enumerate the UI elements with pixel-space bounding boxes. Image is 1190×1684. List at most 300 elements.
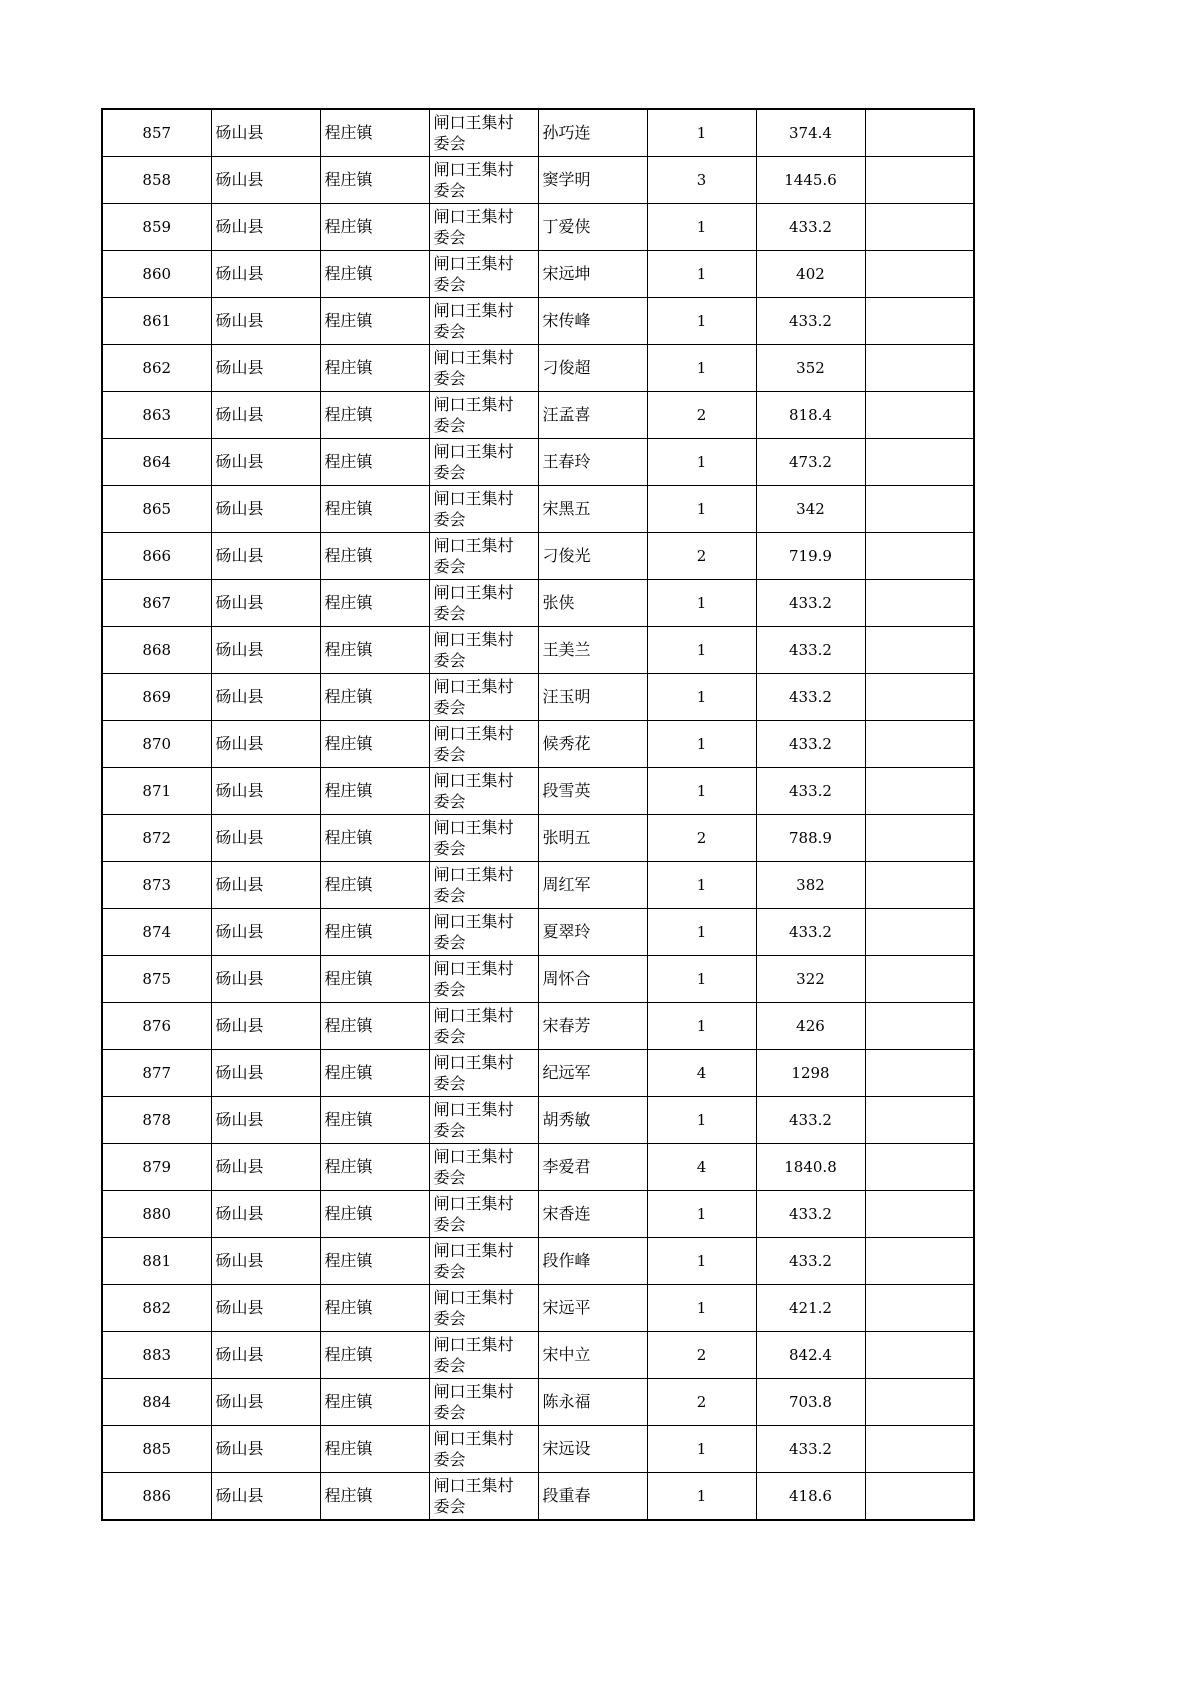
cell-village-committee [429, 768, 538, 815]
cell-county: 砀山县 [211, 1379, 320, 1426]
cell-village-committee [429, 1097, 538, 1144]
cell-serial-number: 883 [102, 1332, 211, 1379]
cell-county: 砀山县 [211, 109, 320, 157]
cell-remark [865, 204, 974, 251]
cell-village-committee [429, 627, 538, 674]
cell-county: 砀山县 [211, 157, 320, 204]
cell-amount: 719.9 [756, 533, 865, 580]
cell-county: 砀山县 [211, 1426, 320, 1473]
cell-town: 程庄镇 [320, 580, 429, 627]
cell-household-count: 1 [647, 909, 756, 956]
cell-remark [865, 1050, 974, 1097]
cell-village-committee [429, 815, 538, 862]
cell-amount: 421.2 [756, 1285, 865, 1332]
cell-remark [865, 815, 974, 862]
cell-household-count: 1 [647, 1238, 756, 1285]
table-row [102, 1426, 974, 1473]
cell-person-name: 段雪英 [538, 768, 647, 815]
cell-village-committee [429, 157, 538, 204]
cell-town: 程庄镇 [320, 1050, 429, 1097]
cell-remark [865, 721, 974, 768]
cell-town: 程庄镇 [320, 204, 429, 251]
table-row [102, 1191, 974, 1238]
cell-amount: 433.2 [756, 674, 865, 721]
cell-amount: 322 [756, 956, 865, 1003]
cell-remark [865, 298, 974, 345]
table-row [102, 674, 974, 721]
cell-remark [865, 1285, 974, 1332]
cell-serial-number: 862 [102, 345, 211, 392]
cell-serial-number: 874 [102, 909, 211, 956]
table-row [102, 909, 974, 956]
village-line-1: 闸口王集村 [433, 395, 514, 414]
cell-household-count: 1 [647, 768, 756, 815]
cell-county: 砀山县 [211, 345, 320, 392]
village-line-1: 闸口王集村 [433, 348, 514, 367]
cell-serial-number: 875 [102, 956, 211, 1003]
cell-county: 砀山县 [211, 1003, 320, 1050]
cell-town: 程庄镇 [320, 1003, 429, 1050]
table-row [102, 533, 974, 580]
village-line-1: 闸口王集村 [433, 1288, 514, 1307]
cell-household-count: 2 [647, 392, 756, 439]
cell-town: 程庄镇 [320, 1285, 429, 1332]
cell-county: 砀山县 [211, 204, 320, 251]
cell-town: 程庄镇 [320, 1473, 429, 1521]
village-line-1: 闸口王集村 [433, 1053, 514, 1072]
cell-county: 砀山县 [211, 1191, 320, 1238]
cell-amount: 433.2 [756, 721, 865, 768]
cell-village-committee [429, 674, 538, 721]
cell-town: 程庄镇 [320, 768, 429, 815]
cell-amount: 1445.6 [756, 157, 865, 204]
cell-person-name: 胡秀敏 [538, 1097, 647, 1144]
cell-amount: 352 [756, 345, 865, 392]
cell-person-name: 张明五 [538, 815, 647, 862]
cell-county: 砀山县 [211, 768, 320, 815]
table-row [102, 251, 974, 298]
cell-household-count: 1 [647, 627, 756, 674]
cell-town: 程庄镇 [320, 392, 429, 439]
cell-person-name: 宋远坤 [538, 251, 647, 298]
cell-serial-number: 857 [102, 109, 211, 157]
village-line-2: 委会 [433, 1403, 466, 1422]
table-row [102, 157, 974, 204]
cell-serial-number: 886 [102, 1473, 211, 1521]
cell-county: 砀山县 [211, 486, 320, 533]
cell-person-name: 宋远平 [538, 1285, 647, 1332]
cell-serial-number: 873 [102, 862, 211, 909]
cell-amount: 402 [756, 251, 865, 298]
cell-village-committee [429, 1238, 538, 1285]
village-line-1: 闸口王集村 [433, 959, 514, 978]
village-line-1: 闸口王集村 [433, 489, 514, 508]
village-line-2: 委会 [433, 557, 466, 576]
cell-village-committee [429, 345, 538, 392]
cell-amount: 342 [756, 486, 865, 533]
cell-county: 砀山县 [211, 909, 320, 956]
cell-village-committee [429, 1285, 538, 1332]
cell-village-committee [429, 486, 538, 533]
table-row [102, 1050, 974, 1097]
cell-town: 程庄镇 [320, 1097, 429, 1144]
village-line-1: 闸口王集村 [433, 818, 514, 837]
cell-amount: 1840.8 [756, 1144, 865, 1191]
cell-household-count: 1 [647, 674, 756, 721]
village-line-2: 委会 [433, 322, 466, 341]
village-line-2: 委会 [433, 1074, 466, 1093]
cell-serial-number: 885 [102, 1426, 211, 1473]
cell-serial-number: 881 [102, 1238, 211, 1285]
cell-household-count: 1 [647, 439, 756, 486]
cell-remark [865, 1473, 974, 1521]
data-table [101, 108, 975, 1521]
cell-person-name: 汪玉明 [538, 674, 647, 721]
cell-village-committee [429, 956, 538, 1003]
cell-serial-number: 866 [102, 533, 211, 580]
cell-household-count: 2 [647, 1379, 756, 1426]
cell-county: 砀山县 [211, 956, 320, 1003]
cell-household-count: 1 [647, 1426, 756, 1473]
village-line-1: 闸口王集村 [433, 630, 514, 649]
table-row [102, 721, 974, 768]
village-line-2: 委会 [433, 510, 466, 529]
cell-person-name: 李爱君 [538, 1144, 647, 1191]
cell-village-committee [429, 533, 538, 580]
table-row [102, 1144, 974, 1191]
cell-village-committee [429, 1050, 538, 1097]
village-line-2: 委会 [433, 275, 466, 294]
village-line-2: 委会 [433, 228, 466, 247]
cell-person-name: 宋黑五 [538, 486, 647, 533]
cell-amount: 433.2 [756, 1097, 865, 1144]
village-line-1: 闸口王集村 [433, 583, 514, 602]
cell-person-name: 刁俊超 [538, 345, 647, 392]
village-line-1: 闸口王集村 [433, 1382, 514, 1401]
cell-serial-number: 860 [102, 251, 211, 298]
cell-county: 砀山县 [211, 721, 320, 768]
village-line-2: 委会 [433, 416, 466, 435]
cell-county: 砀山县 [211, 580, 320, 627]
cell-remark [865, 392, 974, 439]
table-row [102, 1238, 974, 1285]
village-line-1: 闸口王集村 [433, 1335, 514, 1354]
village-line-1: 闸口王集村 [433, 1429, 514, 1448]
cell-village-committee [429, 1191, 538, 1238]
cell-village-committee [429, 580, 538, 627]
village-line-1: 闸口王集村 [433, 677, 514, 696]
village-line-1: 闸口王集村 [433, 207, 514, 226]
cell-remark [865, 674, 974, 721]
village-line-2: 委会 [433, 1168, 466, 1187]
cell-person-name: 王春玲 [538, 439, 647, 486]
cell-town: 程庄镇 [320, 298, 429, 345]
cell-person-name: 宋远设 [538, 1426, 647, 1473]
cell-remark [865, 533, 974, 580]
cell-amount: 433.2 [756, 298, 865, 345]
cell-serial-number: 865 [102, 486, 211, 533]
cell-household-count: 1 [647, 1285, 756, 1332]
cell-village-committee [429, 862, 538, 909]
table-row [102, 1003, 974, 1050]
cell-county: 砀山县 [211, 1238, 320, 1285]
cell-remark [865, 439, 974, 486]
cell-town: 程庄镇 [320, 1426, 429, 1473]
cell-household-count: 1 [647, 721, 756, 768]
cell-household-count: 1 [647, 1473, 756, 1521]
cell-amount: 433.2 [756, 1191, 865, 1238]
cell-person-name: 刁俊光 [538, 533, 647, 580]
cell-remark [865, 1097, 974, 1144]
table-row [102, 627, 974, 674]
village-line-2: 委会 [433, 134, 466, 153]
cell-household-count: 1 [647, 251, 756, 298]
village-line-1: 闸口王集村 [433, 442, 514, 461]
cell-remark [865, 1238, 974, 1285]
village-line-1: 闸口王集村 [433, 912, 514, 931]
cell-person-name: 陈永福 [538, 1379, 647, 1426]
village-line-2: 委会 [433, 1309, 466, 1328]
cell-remark [865, 1191, 974, 1238]
village-line-1: 闸口王集村 [433, 771, 514, 790]
cell-amount: 433.2 [756, 627, 865, 674]
village-line-1: 闸口王集村 [433, 865, 514, 884]
village-line-2: 委会 [433, 1215, 466, 1234]
village-line-2: 委会 [433, 886, 466, 905]
cell-serial-number: 876 [102, 1003, 211, 1050]
cell-county: 砀山县 [211, 298, 320, 345]
cell-serial-number: 882 [102, 1285, 211, 1332]
cell-person-name: 段作峰 [538, 1238, 647, 1285]
cell-amount: 382 [756, 862, 865, 909]
cell-household-count: 1 [647, 345, 756, 392]
cell-county: 砀山县 [211, 439, 320, 486]
cell-remark [865, 580, 974, 627]
cell-household-count: 4 [647, 1050, 756, 1097]
table-row [102, 862, 974, 909]
cell-person-name: 窦学明 [538, 157, 647, 204]
cell-county: 砀山县 [211, 1473, 320, 1521]
cell-amount: 433.2 [756, 909, 865, 956]
village-line-2: 委会 [433, 1497, 466, 1516]
cell-town: 程庄镇 [320, 862, 429, 909]
cell-amount: 842.4 [756, 1332, 865, 1379]
cell-village-committee [429, 1473, 538, 1521]
cell-remark [865, 345, 974, 392]
cell-county: 砀山县 [211, 862, 320, 909]
table-row [102, 109, 974, 157]
cell-remark [865, 1379, 974, 1426]
cell-household-count: 1 [647, 956, 756, 1003]
table-row [102, 1473, 974, 1521]
cell-town: 程庄镇 [320, 674, 429, 721]
cell-amount: 703.8 [756, 1379, 865, 1426]
cell-household-count: 2 [647, 1332, 756, 1379]
village-line-1: 闸口王集村 [433, 536, 514, 555]
cell-remark [865, 1144, 974, 1191]
cell-serial-number: 878 [102, 1097, 211, 1144]
cell-person-name: 宋传峰 [538, 298, 647, 345]
table-row [102, 298, 974, 345]
cell-household-count: 1 [647, 486, 756, 533]
village-line-2: 委会 [433, 604, 466, 623]
cell-village-committee [429, 1426, 538, 1473]
cell-household-count: 1 [647, 862, 756, 909]
cell-village-committee [429, 251, 538, 298]
cell-amount: 433.2 [756, 768, 865, 815]
cell-serial-number: 859 [102, 204, 211, 251]
village-line-2: 委会 [433, 1450, 466, 1469]
cell-household-count: 1 [647, 204, 756, 251]
cell-town: 程庄镇 [320, 1144, 429, 1191]
cell-serial-number: 880 [102, 1191, 211, 1238]
table-row [102, 1285, 974, 1332]
cell-village-committee [429, 1379, 538, 1426]
cell-amount: 418.6 [756, 1473, 865, 1521]
village-line-2: 委会 [433, 369, 466, 388]
cell-town: 程庄镇 [320, 627, 429, 674]
cell-remark [865, 251, 974, 298]
cell-person-name: 宋中立 [538, 1332, 647, 1379]
cell-serial-number: 871 [102, 768, 211, 815]
cell-serial-number: 872 [102, 815, 211, 862]
table-row [102, 956, 974, 1003]
table-row [102, 580, 974, 627]
cell-village-committee [429, 439, 538, 486]
cell-serial-number: 870 [102, 721, 211, 768]
village-line-2: 委会 [433, 745, 466, 764]
village-line-2: 委会 [433, 698, 466, 717]
cell-town: 程庄镇 [320, 956, 429, 1003]
table-body [102, 109, 974, 1520]
cell-town: 程庄镇 [320, 109, 429, 157]
cell-household-count: 2 [647, 815, 756, 862]
cell-remark [865, 1003, 974, 1050]
cell-town: 程庄镇 [320, 815, 429, 862]
cell-household-count: 1 [647, 298, 756, 345]
cell-village-committee [429, 204, 538, 251]
table-row [102, 345, 974, 392]
cell-town: 程庄镇 [320, 1332, 429, 1379]
cell-county: 砀山县 [211, 1144, 320, 1191]
village-line-2: 委会 [433, 651, 466, 670]
cell-county: 砀山县 [211, 392, 320, 439]
cell-amount: 433.2 [756, 1426, 865, 1473]
cell-village-committee [429, 392, 538, 439]
cell-town: 程庄镇 [320, 251, 429, 298]
cell-household-count: 3 [647, 157, 756, 204]
village-line-2: 委会 [433, 839, 466, 858]
cell-town: 程庄镇 [320, 1238, 429, 1285]
cell-household-count: 4 [647, 1144, 756, 1191]
cell-county: 砀山县 [211, 627, 320, 674]
cell-serial-number: 877 [102, 1050, 211, 1097]
cell-county: 砀山县 [211, 1050, 320, 1097]
cell-village-committee [429, 721, 538, 768]
cell-person-name: 周怀合 [538, 956, 647, 1003]
cell-remark [865, 1426, 974, 1473]
cell-serial-number: 868 [102, 627, 211, 674]
cell-village-committee [429, 298, 538, 345]
village-line-2: 委会 [433, 1262, 466, 1281]
cell-town: 程庄镇 [320, 439, 429, 486]
table-row [102, 768, 974, 815]
cell-county: 砀山县 [211, 1097, 320, 1144]
cell-person-name: 汪孟喜 [538, 392, 647, 439]
village-line-1: 闸口王集村 [433, 1147, 514, 1166]
cell-remark [865, 486, 974, 533]
table-row [102, 1379, 974, 1426]
cell-county: 砀山县 [211, 1285, 320, 1332]
cell-person-name: 夏翠玲 [538, 909, 647, 956]
cell-amount: 433.2 [756, 580, 865, 627]
cell-remark [865, 1332, 974, 1379]
cell-household-count: 1 [647, 1191, 756, 1238]
cell-remark [865, 862, 974, 909]
village-line-1: 闸口王集村 [433, 254, 514, 273]
cell-remark [865, 627, 974, 674]
village-line-2: 委会 [433, 1121, 466, 1140]
table-row [102, 392, 974, 439]
cell-household-count: 2 [647, 533, 756, 580]
cell-person-name: 纪远军 [538, 1050, 647, 1097]
village-line-1: 闸口王集村 [433, 160, 514, 179]
cell-town: 程庄镇 [320, 1191, 429, 1238]
cell-household-count: 1 [647, 109, 756, 157]
cell-household-count: 1 [647, 580, 756, 627]
cell-amount: 433.2 [756, 1238, 865, 1285]
cell-serial-number: 861 [102, 298, 211, 345]
table-row [102, 486, 974, 533]
cell-serial-number: 879 [102, 1144, 211, 1191]
village-line-2: 委会 [433, 792, 466, 811]
cell-person-name: 孙巧连 [538, 109, 647, 157]
village-line-2: 委会 [433, 933, 466, 952]
table-row [102, 439, 974, 486]
cell-county: 砀山县 [211, 815, 320, 862]
village-line-2: 委会 [433, 463, 466, 482]
village-line-2: 委会 [433, 1027, 466, 1046]
cell-village-committee [429, 109, 538, 157]
cell-person-name: 张侠 [538, 580, 647, 627]
cell-town: 程庄镇 [320, 345, 429, 392]
cell-serial-number: 864 [102, 439, 211, 486]
cell-village-committee [429, 1003, 538, 1050]
cell-household-count: 1 [647, 1003, 756, 1050]
cell-serial-number: 869 [102, 674, 211, 721]
cell-county: 砀山县 [211, 674, 320, 721]
cell-person-name: 王美兰 [538, 627, 647, 674]
cell-person-name: 段重春 [538, 1473, 647, 1521]
cell-town: 程庄镇 [320, 1379, 429, 1426]
table-row [102, 1097, 974, 1144]
cell-village-committee [429, 1332, 538, 1379]
cell-town: 程庄镇 [320, 909, 429, 956]
cell-serial-number: 867 [102, 580, 211, 627]
table-row [102, 1332, 974, 1379]
cell-person-name: 周红军 [538, 862, 647, 909]
cell-amount: 1298 [756, 1050, 865, 1097]
village-line-1: 闸口王集村 [433, 301, 514, 320]
cell-village-committee [429, 1144, 538, 1191]
village-line-1: 闸口王集村 [433, 1194, 514, 1213]
cell-amount: 374.4 [756, 109, 865, 157]
village-line-2: 委会 [433, 1356, 466, 1375]
cell-county: 砀山县 [211, 251, 320, 298]
village-line-1: 闸口王集村 [433, 724, 514, 743]
cell-person-name: 候秀花 [538, 721, 647, 768]
cell-remark [865, 157, 974, 204]
